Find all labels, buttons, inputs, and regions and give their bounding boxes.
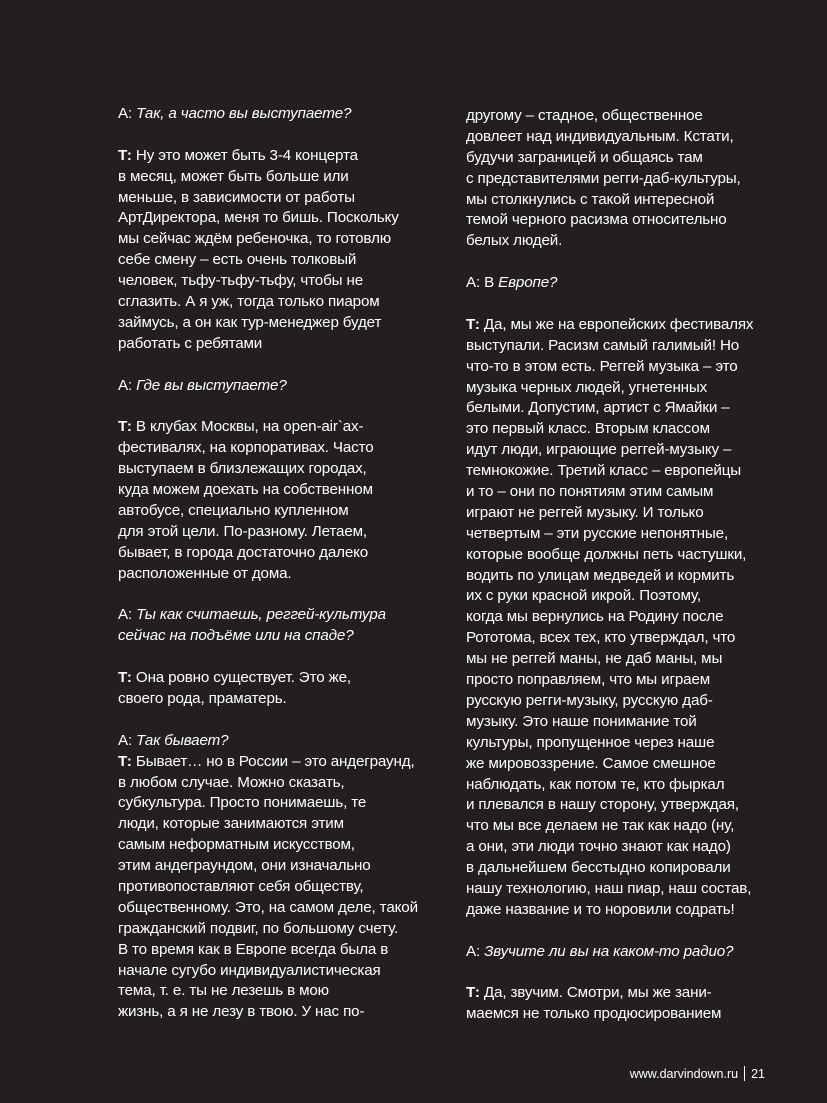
question-line	[118, 731, 453, 752]
text-line: в любом случае. Можно сказать,	[118, 773, 345, 791]
text-line: работать с ребятами	[118, 334, 263, 352]
text-line: куда можем доехать на собственном	[118, 481, 373, 499]
question-line	[118, 626, 453, 647]
text-line: жизнь, а я не лезу в твою. У нас по-	[118, 1003, 365, 1021]
answer-line	[118, 146, 453, 167]
text-line: сглазить. А я уж, тогда только пиаром	[118, 293, 380, 311]
paragraph-gap	[466, 294, 796, 315]
text-line: водить по улицам медведей и кормить	[466, 566, 735, 584]
answer-line	[118, 752, 453, 773]
speaker-label: A:	[118, 731, 137, 749]
paragraph-gap	[118, 355, 453, 376]
text-line: русскую регги-музыку, русскую даб-	[466, 691, 713, 709]
question-line	[118, 104, 453, 125]
speaker-label: Т:	[118, 752, 136, 770]
text-line: общественному. Это, на самом деле, такой	[118, 898, 418, 916]
question-text: Европе?	[498, 274, 558, 292]
text-line: которые вообще должны петь частушки,	[466, 545, 747, 563]
speaker-label: A:	[118, 105, 137, 122]
text-line: белых людей.	[466, 232, 563, 250]
paragraph-gap	[466, 921, 796, 942]
text-line: а они, эти люди точно знают как надо)	[466, 838, 731, 856]
text-line: даже название и то норовили содрать!	[466, 900, 735, 918]
paragraph-gap	[118, 647, 453, 668]
text-line: меньше, в зависимости от работы	[118, 188, 355, 206]
text-line: темнокожие. Третий класс – европейцы	[466, 462, 742, 480]
paragraph-gap	[118, 584, 453, 605]
answer-text: В клубах Москвы, на open-air`ах-	[135, 418, 364, 436]
text-line: для этой цели. По-разному. Летаем,	[118, 522, 367, 540]
text-line: тема, т. е. ты не лезешь в мою	[118, 982, 329, 1000]
text-line: нашу технологию, наш пиар, наш состав,	[466, 879, 752, 897]
question-text: Звучите ли вы на каком-то радио?	[484, 942, 734, 960]
text-line: бывает, в города достаточно далеко	[118, 543, 369, 561]
text-line: с представителями регги-даб-культуры,	[466, 169, 741, 187]
text-line: мы сейчас ждём ребеночка, то готовлю	[118, 230, 391, 248]
text-line: темой черного расизма относительно	[466, 211, 727, 229]
answer-line	[118, 417, 453, 438]
text-line: играют не реггей музыку. И только	[466, 503, 704, 521]
text-line: выступали. Расизм самый галимый! Но	[466, 336, 740, 354]
text-line: противопоставляют себя обществу,	[118, 877, 364, 895]
text-line: другому – стадное, общественное	[466, 107, 703, 124]
text-line: культуры, пропущенное через наше	[466, 733, 715, 751]
text-line: будучи заграницей и общаясь там	[466, 148, 703, 166]
answer-text: Да, мы же на европейских фестивалях	[483, 315, 754, 333]
text-line: в месяц, может быть больше или	[118, 167, 349, 185]
text-line: наблюдать, как потом те, кто фыркал	[466, 775, 725, 793]
question-text: Так бывает?	[136, 731, 229, 749]
text-line: Рототома, всех тех, кто утверждал, что	[466, 629, 736, 647]
answer-line	[466, 315, 796, 336]
text-line: начале сугубо индивидуалистическая	[118, 961, 381, 979]
answer-text: Да, звучим. Смотри, мы же зани-	[483, 984, 712, 1002]
text-line: музыку. Это наше понимание той	[466, 712, 697, 730]
question-text: Ты как считаешь, реггей-культура	[136, 606, 386, 624]
answer-text: Бывает… но в России – это андеграунд,	[135, 752, 415, 770]
text-line: субкультура. Просто понимаешь, те	[118, 794, 367, 812]
text-line: просто поправляем, что мы играем	[466, 671, 711, 689]
text-line: музыка черных людей, угнетенных	[466, 378, 708, 396]
text-line: что-то в этом есть. Реггей музыка – это	[466, 357, 738, 375]
question-text: Так, а часто вы выступаете?	[136, 105, 352, 122]
text-line: люди, которые занимаются этим	[118, 815, 344, 833]
question-line	[118, 605, 453, 626]
question-text: Где вы выступаете?	[136, 376, 287, 394]
question-line	[466, 273, 796, 294]
text-line: этим андеграундом, они изначально	[118, 857, 371, 875]
text-line: белыми. Допустим, артист с Ямайки –	[466, 399, 730, 417]
answer-text: Она ровно существует. Это же,	[135, 669, 351, 687]
text-line: в дальнейшем бесстыдно копировали	[466, 859, 731, 877]
speaker-label: Т:	[118, 418, 136, 436]
text-line: и плевался в нашу сторону, утверждая,	[466, 796, 739, 814]
footer-site: www.darvindown.ru	[629, 1066, 739, 1081]
paragraph-gap	[466, 963, 796, 984]
footer-divider	[744, 1066, 745, 1081]
answer-line	[118, 668, 453, 689]
text-line: расположенные от дома.	[118, 564, 292, 582]
paragraph-gap	[118, 396, 453, 417]
paragraph-gap	[118, 125, 453, 146]
speaker-label: A:	[118, 606, 137, 624]
speaker-label: А: В	[466, 274, 499, 292]
paragraph-gap	[466, 252, 796, 273]
text-line: займусь, а он как тур-менеджер будет	[118, 313, 382, 331]
text-line: мы столкнулись с такой интересной	[466, 190, 715, 208]
speaker-label: Т:	[466, 315, 484, 333]
text-line: и то – они по понятиям этим самым	[466, 483, 714, 501]
text-line: В то время как в Европе всегда была в	[118, 940, 389, 958]
text-line: довлеет над индивидуальным. Кстати,	[466, 127, 734, 145]
page-footer	[630, 1066, 765, 1081]
speaker-label: А:	[466, 942, 485, 960]
text-line: АртДиректора, меня то бишь. Поскольку	[118, 209, 399, 227]
text-line: четвертым – эти русские непонятные,	[466, 524, 729, 542]
speaker-label: Т:	[118, 146, 136, 164]
paragraph-gap	[118, 710, 453, 731]
question-line	[118, 376, 453, 397]
question-text: сейчас на подъёме или на спаде?	[118, 627, 354, 645]
speaker-label: A:	[118, 376, 137, 394]
text-line: когда мы вернулись на Родину после	[466, 608, 724, 626]
text-line: мы не реггей маны, не даб маны, мы	[466, 650, 723, 668]
left-column	[118, 104, 453, 1023]
text-line: гражданский подвиг, по большому счету.	[118, 919, 399, 937]
text-line: фестивалях, на корпоративах. Часто	[118, 439, 374, 457]
text-line: что мы все делаем не так как надо (ну,	[466, 817, 735, 835]
answer-text: Ну это может быть 3-4 концерта	[135, 146, 358, 164]
text-line: автобусе, специально купленном	[118, 501, 349, 519]
text-line: маемся не только продюсированием	[466, 1005, 722, 1023]
text-line: выступаем в близлежащих городах,	[118, 460, 367, 478]
answer-line	[466, 983, 796, 1004]
text-line: самым неформатным искусством,	[118, 836, 355, 854]
text-line: идут люди, играющие реггей-музыку –	[466, 441, 732, 459]
text-line: их с руки красной икрой. Поэтому,	[466, 587, 701, 605]
text-line: это первый класс. Вторым классом	[466, 420, 710, 438]
speaker-label: Т:	[466, 984, 484, 1002]
question-line	[466, 942, 796, 963]
right-column	[466, 106, 796, 1025]
text-line: своего рода, праматерь.	[118, 689, 287, 707]
text-line: человек, тьфу-тьфу-тьфу, чтобы не	[118, 272, 364, 290]
speaker-label: Т:	[118, 669, 136, 687]
page-number: 21	[751, 1066, 765, 1081]
text-line: же мировоззрение. Самое смешное	[466, 754, 716, 772]
text-line: себе смену – есть очень толковый	[118, 251, 357, 269]
